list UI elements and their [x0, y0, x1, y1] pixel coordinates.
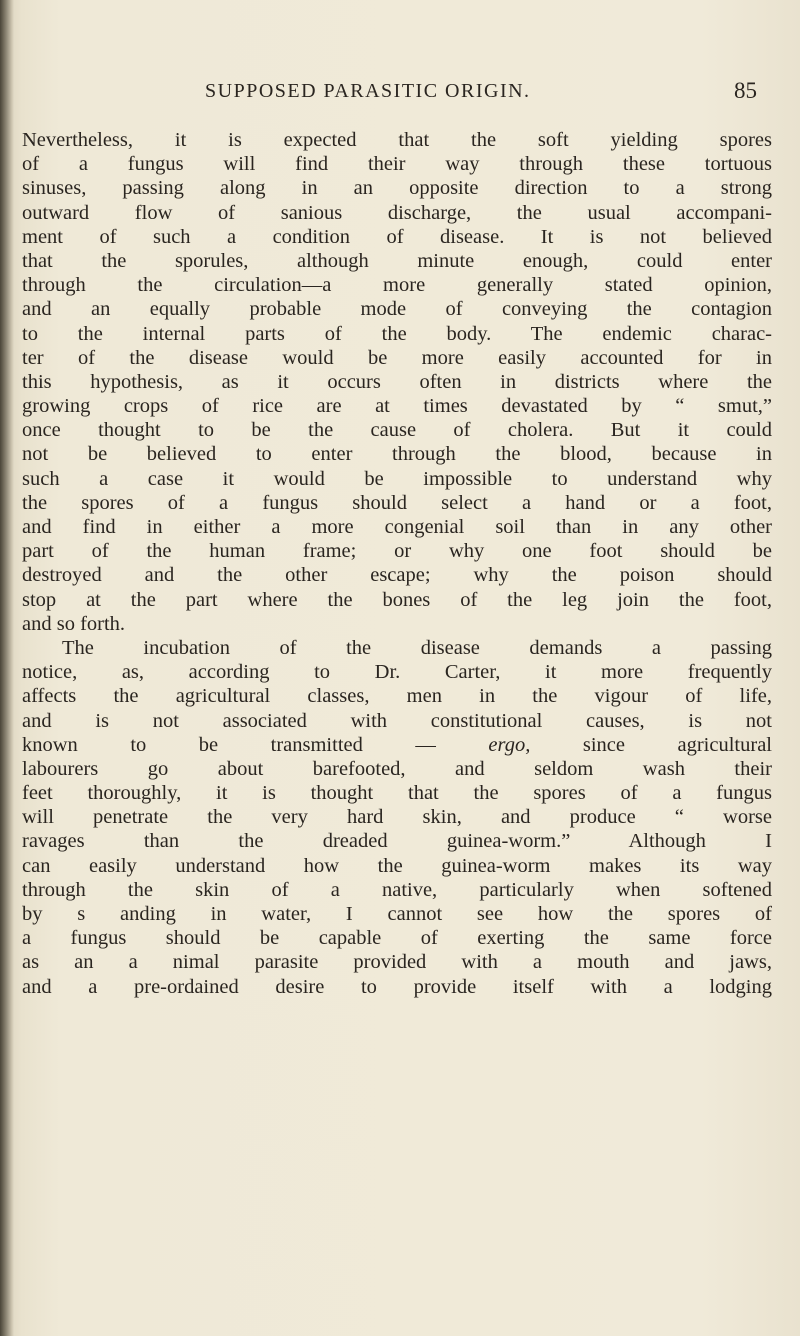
- text-line: sinuses, passing along in an opposite direction to a strong: [22, 177, 772, 200]
- text-line-start: known to be transmitted —: [22, 733, 489, 756]
- text-line: stop at the part where the bones of the leg join the foot,: [22, 588, 772, 611]
- text-line: to the internal parts of the body. The endemic charac-: [22, 322, 772, 345]
- italic-word: ergo,: [488, 733, 531, 756]
- text-line: feet thoroughly, it is thought that the spores of a fungus: [22, 782, 772, 805]
- text-line: Nevertheless, it is expected that the soft yielding spores: [22, 129, 772, 151]
- text-line: will penetrate the very hard skin, and produce “ worse: [22, 806, 772, 829]
- body-text: [22, 128, 772, 999]
- page-gutter-shadow: [0, 0, 14, 1336]
- text-line: growing crops of rice are at times devastated by “ smut,”: [22, 395, 772, 418]
- text-line: and a pre-ordained desire to provide itself with a lodging: [22, 975, 772, 998]
- text-line: The incubation of the disease demands a passing: [62, 636, 772, 659]
- text-line: [22, 733, 772, 757]
- text-line: outward flow of sanious discharge, the usual accompani-: [22, 201, 772, 224]
- text-line: ment of such a condition of disease. It is not believed: [22, 225, 772, 248]
- text-line: ravages than the dreaded guinea-worm.” Although I: [22, 830, 772, 853]
- text-line: through the circulation—a more generally stated opinion,: [22, 274, 772, 297]
- page-number: 85: [734, 78, 757, 103]
- text-line: part of the human frame; or why one foot should be: [22, 540, 772, 563]
- text-line: as an a nimal parasite provided with a mouth and jaws,: [22, 951, 772, 974]
- running-title: SUPPOSED PARASITIC ORIGIN.: [205, 80, 531, 102]
- text-line: of a fungus will find their way through these tortuous: [22, 153, 772, 176]
- text-line: this hypothesis, as it occurs often in districts where the: [22, 370, 772, 393]
- text-line: not be believed to enter through the blood, because in: [22, 443, 772, 466]
- text-line: labourers go about barefooted, and seldom wash their: [22, 757, 772, 780]
- text-line: a fungus should be capable of exerting the same force: [22, 927, 772, 950]
- text-line: once thought to be the cause of cholera. But it could: [22, 419, 772, 442]
- text-line: such a case it would be impossible to understand why: [22, 467, 772, 490]
- text-line: by s anding in water, I cannot see how the spores of: [22, 903, 772, 925]
- text-line: and is not associated with constitutional causes, is not: [22, 709, 772, 732]
- text-line: the spores of a fungus should select a hand or a foot,: [22, 491, 772, 514]
- text-line: and find in either a more congenial soil than in any other: [22, 516, 772, 538]
- text-line: and so forth.: [22, 612, 126, 635]
- text-line-end: since agricultural: [530, 733, 772, 756]
- text-line: ter of the disease would be more easily accounted for in: [22, 346, 772, 369]
- text-line: notice, as, according to Dr. Carter, it more frequently: [22, 661, 772, 684]
- text-line: through the skin of a native, particularly when softened: [22, 878, 772, 901]
- text-line: can easily understand how the guinea-worm makes its way: [22, 854, 772, 877]
- text-line: destroyed and the other escape; why the poison should: [22, 564, 772, 587]
- running-head: [205, 80, 765, 110]
- text-line: and an equally probable mode of conveying the contagion: [22, 298, 772, 321]
- text-line: affects the agricultural classes, men in the vigour of life,: [22, 685, 772, 708]
- text-line: that the sporules, although minute enough, could enter: [22, 249, 772, 272]
